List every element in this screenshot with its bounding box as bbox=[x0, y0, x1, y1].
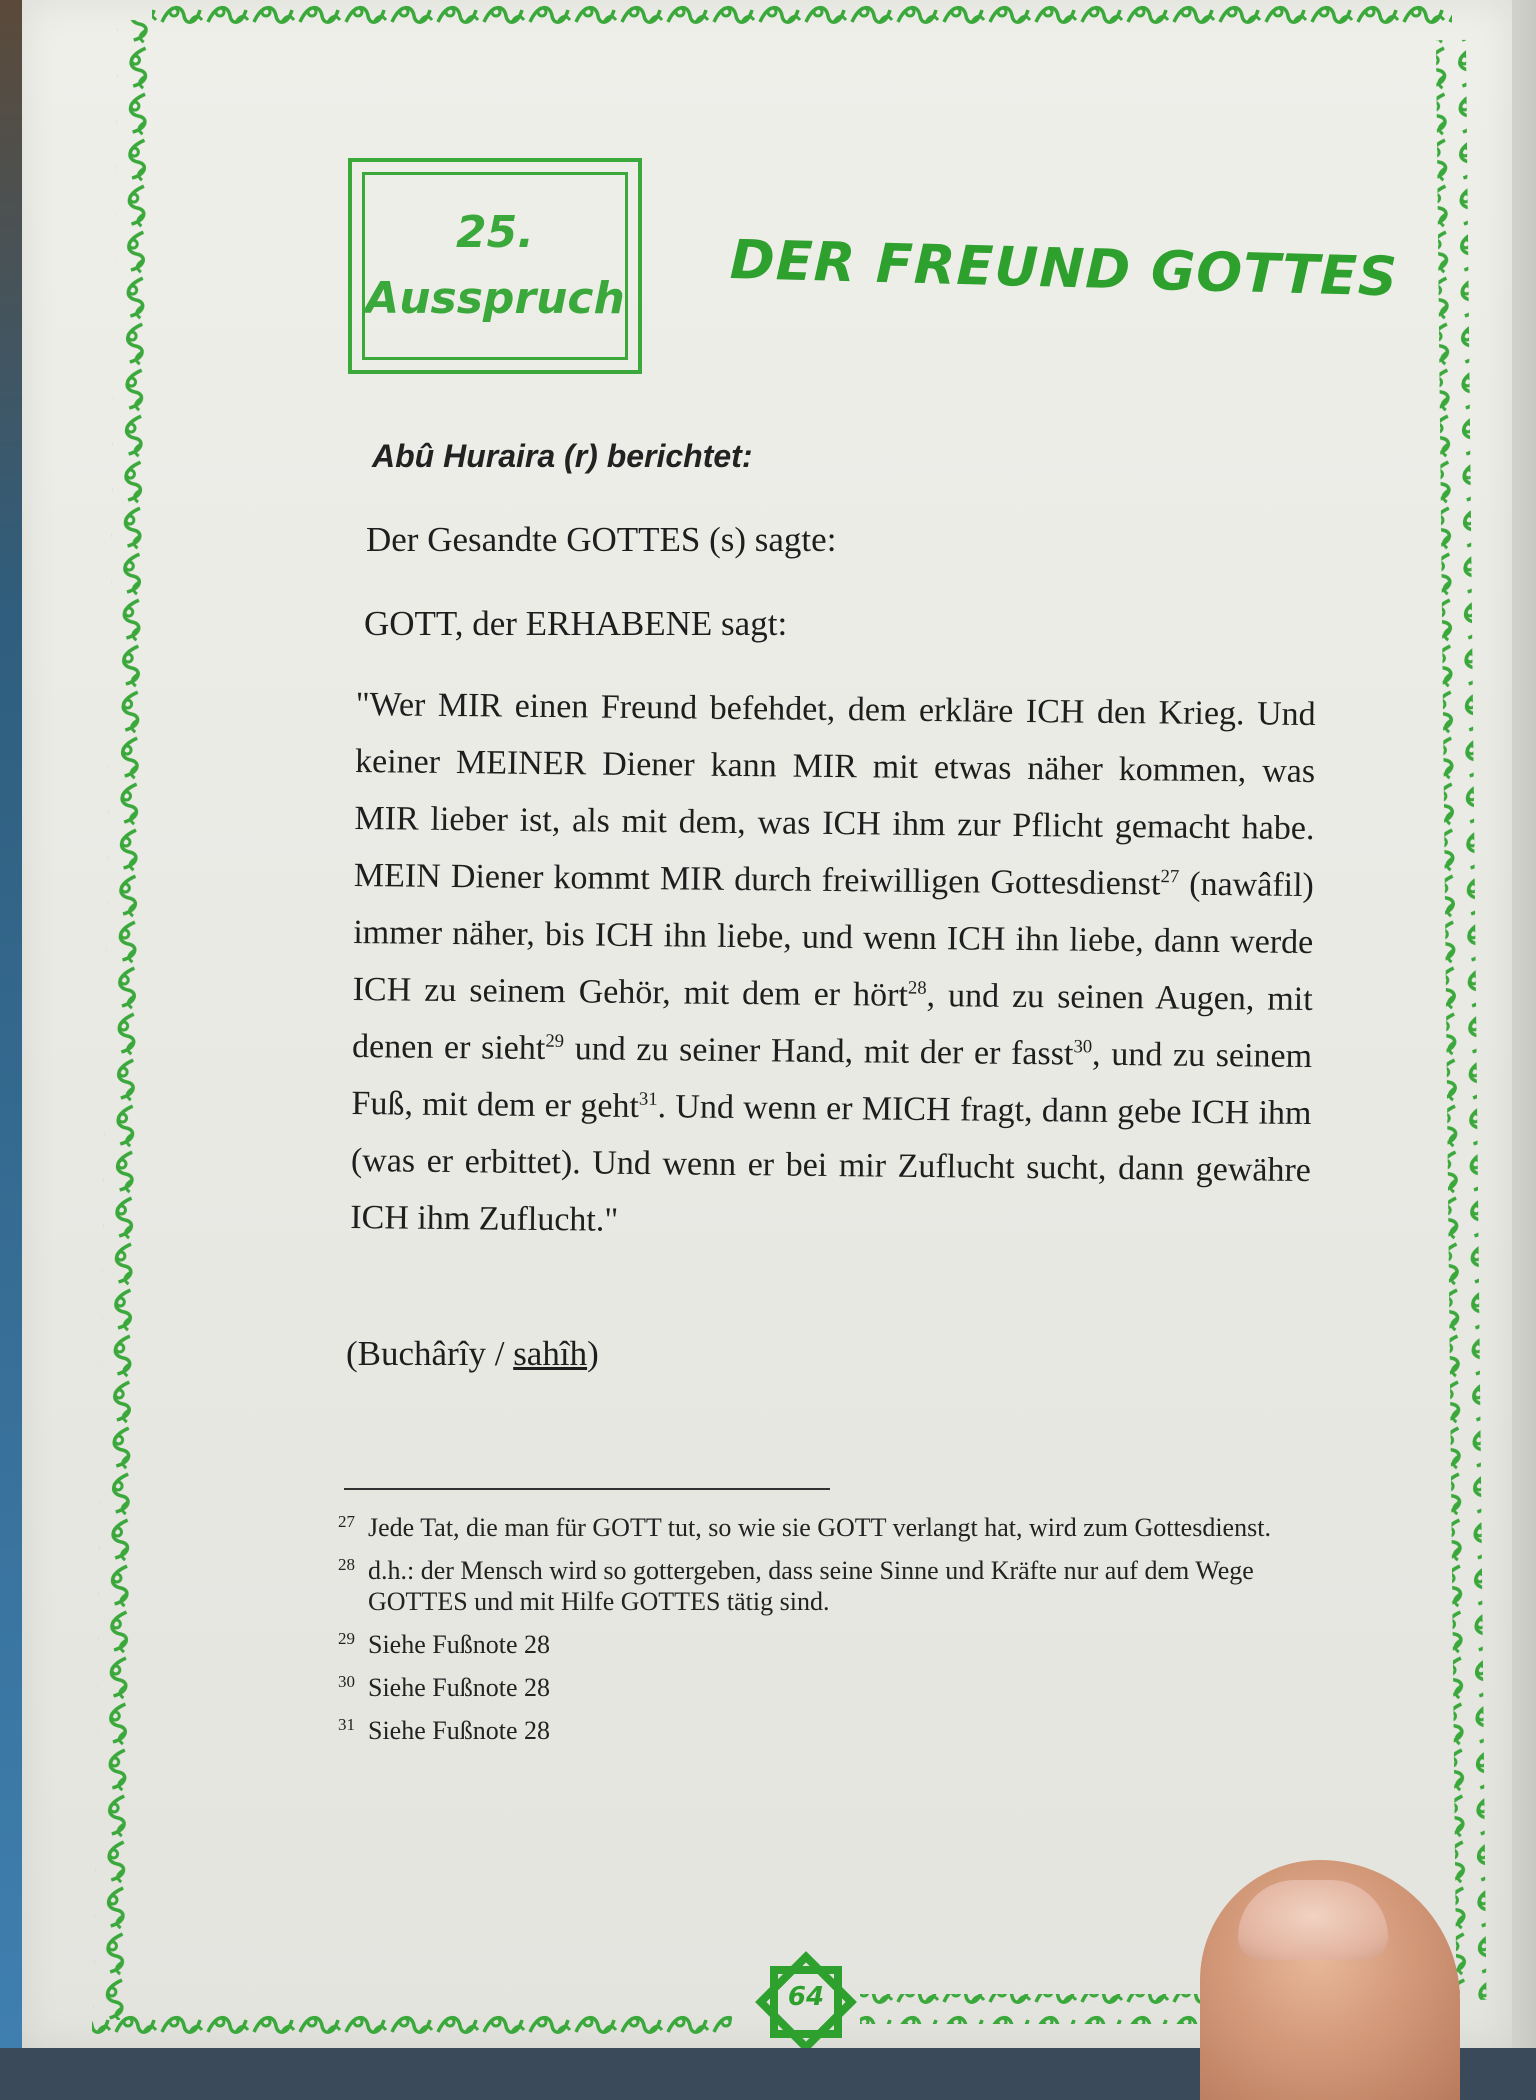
footnote-ref-29: 29 bbox=[545, 1030, 565, 1052]
footnote-text: Siehe Fußnote 28 bbox=[368, 1630, 550, 1659]
quote-text: , und zu seinen Augen, mit denen er sieht bbox=[351, 976, 1313, 1068]
source-open: (Buchârîy / bbox=[346, 1334, 514, 1373]
saying-label: Ausspruch bbox=[365, 273, 625, 324]
footnote-ref-31: 31 bbox=[638, 1088, 658, 1110]
source-grade: sahîh bbox=[513, 1334, 588, 1373]
quote-text: , und zu seinem Fuß, mit dem er geht bbox=[351, 1035, 1313, 1125]
intro-line-1: Der Gesandte GOTTES (s) sagte: bbox=[366, 520, 837, 559]
page-number-badge bbox=[746, 1948, 866, 2048]
book-page bbox=[22, 0, 1512, 2048]
quote-text: "Wer MIR einen Freund befehdet, dem erkläre ICH den Krieg. Und keiner MEINER Diener kann MIR mit etwas näher kommen, was MIR lieber ist, als mit dem, was ICH ihm zur Pflicht gemacht habe. MEIN Diener kommt MIR durch freiwilligen Gottesdienst bbox=[353, 685, 1316, 903]
footnote-29 bbox=[338, 1629, 1298, 1660]
footnote-text: d.h.: der Mensch wird so gottergeben, dass seine Sinne und Kräfte nur auf dem Wege GOTTES und mit Hilfe GOTTES tätig sind. bbox=[368, 1556, 1254, 1616]
footnote-28 bbox=[338, 1555, 1298, 1617]
footnote-number: 31 bbox=[338, 1715, 355, 1734]
footnote-ref-27: 27 bbox=[1160, 866, 1180, 888]
footnote-31 bbox=[338, 1715, 1298, 1746]
footnote-number: 27 bbox=[338, 1512, 355, 1531]
footnote-27 bbox=[338, 1512, 1298, 1543]
quote-text: (nawâfil) immer näher, bis ICH ihn liebe, und wenn ICH ihn liebe, dann werde ICH zu seinem Gehör, mit dem er hört bbox=[352, 865, 1315, 1014]
footnotes bbox=[338, 1512, 1298, 1758]
page-number: 64 bbox=[787, 1982, 825, 2012]
footnote-number: 30 bbox=[338, 1672, 355, 1691]
source-close: ) bbox=[587, 1334, 599, 1373]
saying-number: 25. bbox=[456, 207, 534, 258]
footnote-ref-30: 30 bbox=[1073, 1036, 1093, 1058]
thumbnail bbox=[1238, 1880, 1388, 1960]
footnote-text: Siehe Fußnote 28 bbox=[368, 1716, 550, 1745]
source-citation bbox=[346, 1334, 599, 1374]
footnote-ref-28: 28 bbox=[907, 977, 927, 999]
quote-text: und zu seiner Hand, mit der er fasst bbox=[563, 1030, 1074, 1073]
footnote-30 bbox=[338, 1672, 1298, 1703]
border-top bbox=[152, 4, 1452, 34]
footnote-number: 29 bbox=[338, 1629, 355, 1648]
footnote-divider bbox=[344, 1488, 830, 1490]
footnote-text: Jede Tat, die man für GOTT tut, so wie sie GOTT verlangt hat, wird zum Gottesdienst. bbox=[368, 1513, 1271, 1542]
narrator-line: Abû Huraira (r) berichtet: bbox=[372, 438, 753, 474]
quote-text: . Und wenn er MICH fragt, dann gebe ICH ihm (was er erbittet). Und wenn er bei mir Zuflucht sucht, dann gewähre ICH ihm Zuflucht." bbox=[350, 1088, 1312, 1239]
border-right bbox=[1436, 40, 1487, 2000]
intro-line-2: GOTT, der ERHABENE sagt: bbox=[364, 604, 788, 643]
saying-number-box bbox=[348, 158, 642, 374]
border-left bbox=[94, 20, 148, 2020]
page-title: DER FREUND GOTTES bbox=[729, 228, 1399, 309]
footnote-number: 28 bbox=[338, 1555, 355, 1574]
border-bottom-left bbox=[92, 2012, 732, 2042]
hadith-quote bbox=[350, 676, 1316, 1256]
footnote-text: Siehe Fußnote 28 bbox=[368, 1673, 550, 1702]
